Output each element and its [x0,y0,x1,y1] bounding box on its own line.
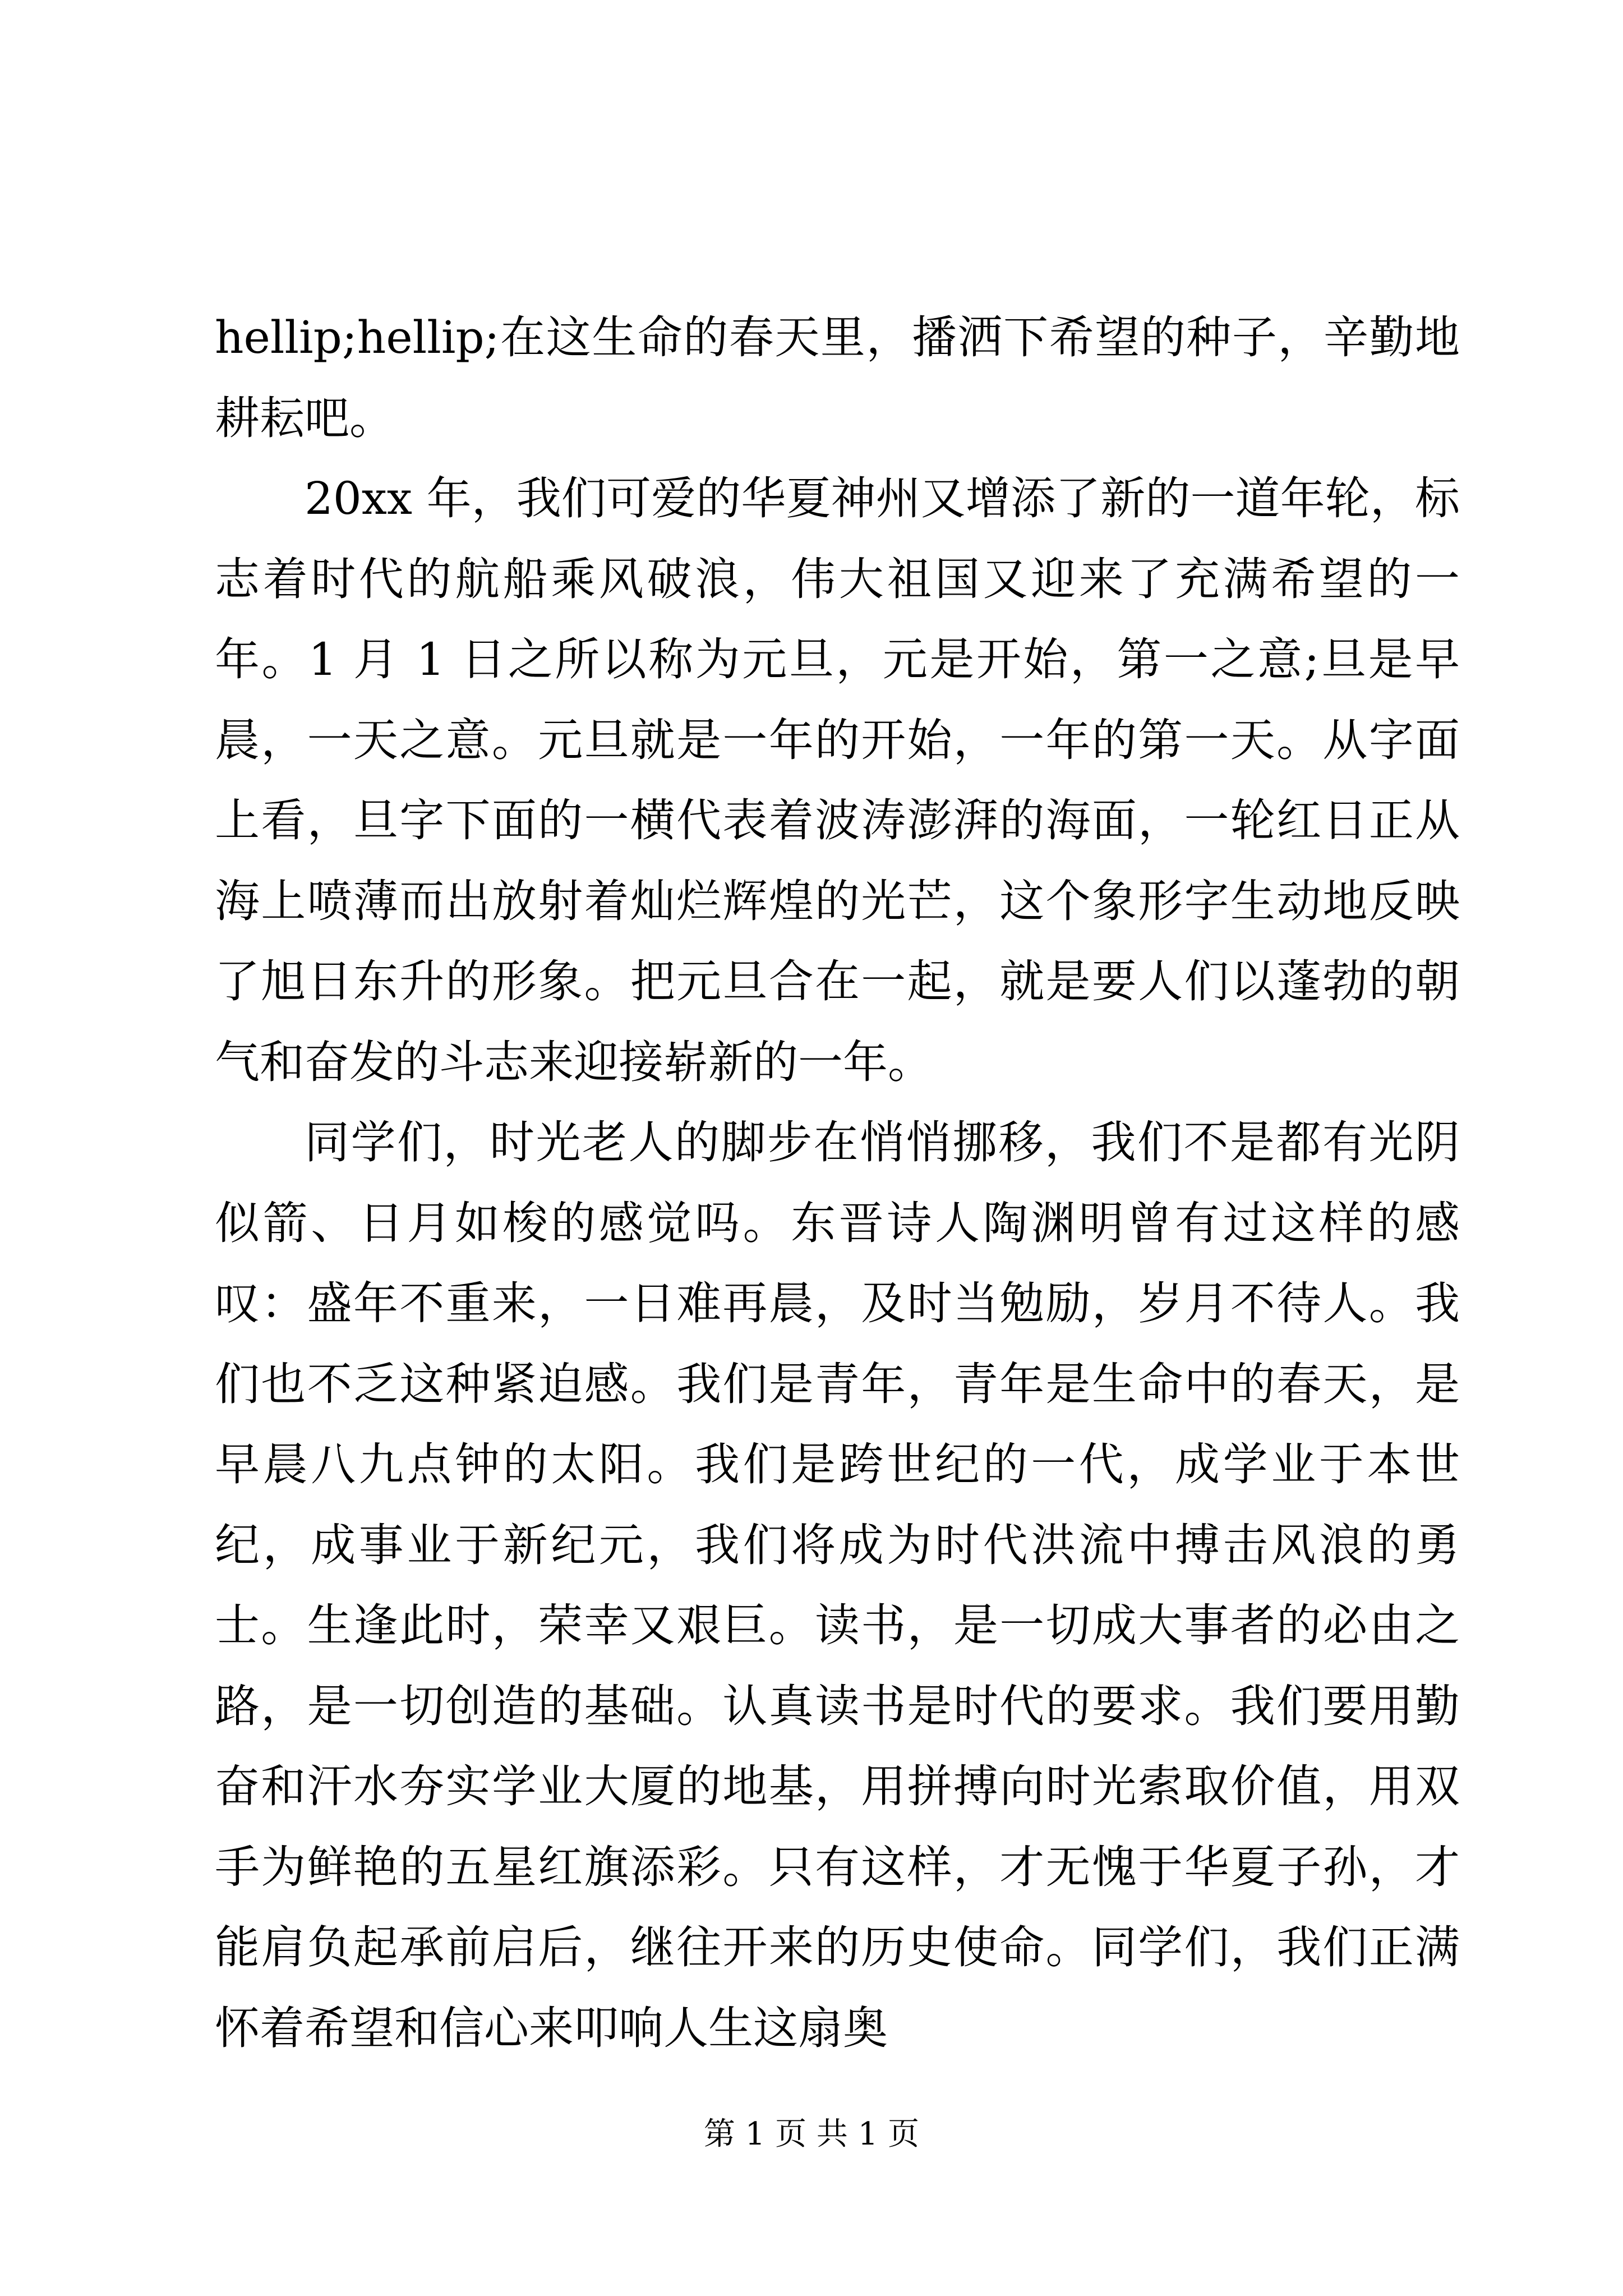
paragraph-1: hellip;hellip;在这生命的春天里，播洒下希望的种子，辛勤地耕耘吧。 [215,311,1460,444]
document-body [215,297,1460,2068]
paragraph-3: 同学们，时光老人的脚步在悄悄挪移，我们不是都有光阴似箭、日月如梭的感觉吗。东晋诗人陶渊明曾有过这样的感叹：盛年不重来，一日难再晨，及时当勉励，岁月不待人。我们也不乏这种紧迫感。我们是青年，青年是生命中的春天，是早晨八九点钟的太阳。我们是跨世纪的一代，成学业于本世纪，成事业于新纪元，我们将成为时代洪流中搏击风浪的勇士。生逢此时，荣幸又艰巨。读书，是一切成大事者的必由之路，是一切创造的基础。认真读书是时代的要求。我们要用勤奋和汗水夯实学业大厦的地基，用拼搏向时光索取价值，用双手为鲜艳的五星红旗添彩。只有这样，才无愧于华夏子孙，才能肩负起承前启后，继往开来的历史使命。同学们，我们正满怀着希望和信心来叩响人生这扇奥 [215,1116,1460,2054]
page-footer [0,2115,1623,2154]
paragraph-2: 20xx 年，我们可爱的华夏神州又增添了新的一道年轮，标志着时代的航船乘风破浪，伟大祖国又迎来了充满希望的一年。1 月 1 日之所以称为元旦，元是开始，第一之意;旦是早晨，一天之意。元旦就是一年的开始，一年的第一天。从字面上看，旦字下面的一横代表着波涛澎湃的海面，一轮红日正从海上喷薄而出放射着灿烂辉煌的光芒，这个象形字生动地反映了旭日东升的形象。把元旦合在一起，就是要人们以蓬勃的朝气和奋发的斗志来迎接崭新的一年。 [215,472,1460,1088]
page-number-label: 第 1 页 共 1 页 [703,2116,920,2152]
